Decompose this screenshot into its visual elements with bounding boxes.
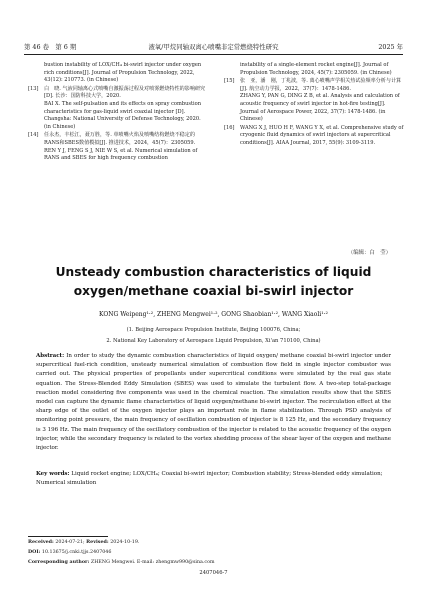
doi-value: 10.13675/j.cnki.tjjs.2407046 [41,550,112,555]
header-journal-title: 液氧/甲烷同轴双离心喷嘴非定常燃烧特性研究 [148,43,279,51]
keywords-label: Key words: [36,471,70,477]
revised-date: 2024-10-19. [110,540,140,545]
reference-number: [14] [28,132,39,139]
reference-english: BAI X. The self-pulsation and its effects on spray combustion characteristics for gas-liquid swirl coaxial injector [D]. Changsha: National University of Defense Technology, 2020. (in Chinese) [44,100,202,130]
header-rule [24,54,403,55]
revised-label: Revised: [86,539,109,545]
page-number: 2407046-7 [199,570,228,576]
received-date: 2024-07-21; [55,540,87,545]
abstract-text: In order to study the dynamic combustion characteristics of liquid oxygen/ methane coaxial bi-swirl injector under supercritical fuel-rich condition, unsteady numerical simulation of combustion flow field in single injector combustor was carried out. The physical properties of propellants under supercritical conditions were simulated by the real gas state equation. The Stress-Blended Eddy Simulation (SBES) was used to simulate the turbulent flow. A two-step total-package reaction model considering five components was used in the chemical reaction. The simulation results show that the SBES model can capture the dynamic flame characteristics of liquid oxygen/methane bi-swirl injector. The recirculation effect at the sharp edge of the outlet of the oxygen injector plays an important role in flame stabilization. Through PSD analysis of monitoring point pressure, the main frequency of oscillation combustion of injector is 8 125 Hz, and the secondary frequency is 3 196 Hz. The main frequency of the oscillatory combustion of the injector is related to the acoustic frequency of the oxygen injector, while the secondary frequency is related to the vortex shedding process of the shear layer of the oxygen and methane injector. [36,353,391,452]
reference-english: ZHANG Y, PAN G, DING Z B, et al. Analysis and calculation of acoustic frequency of swirl injector in hot-fire testing[J]. Journal of Aerospace Power, 2022, 37(7): 1478-1486. (in Chinese) [240,93,400,123]
doi-label: DOI: [28,549,41,555]
reference-english: WANG X J, HUO H F, WANG Y X, et al. Comprehensive study of cryogenic fluid dynamics of swirl injectors at supercritical conditions[J]. AIAA Journal, 2017, 55(9): 3109-3119. [240,124,404,146]
reference-english: REN Y J, FENG S J, NIE W S, et al. Numerical simulation of RANS and SBES for high frequency combustion [44,147,198,162]
affiliation-1: (1. Beijing Aerospace Propulsion Institute, Beijing 100076, China; [126,327,301,333]
header-volume: 第 46 卷 第 6 期 [24,43,77,51]
abstract [36,352,391,453]
author-list: KONG Weipeng¹·², ZHENG Mengwei¹·², GONG Shaobian¹·², WANG Xiaoli¹·² [99,311,328,318]
header-year: 2025 年 [378,43,403,51]
abstract-label: Abstract: [36,353,65,359]
corresponding-author-label: Corresponding author: [28,559,90,565]
reference-15 [224,78,404,124]
footnote-doi [28,549,111,555]
keywords [36,470,391,488]
reference-number: [16] [224,124,235,131]
reference-number: [15] [224,78,235,85]
paper-title: Unsteady combustion characteristics of liquid oxygen/methane coaxial bi-swirl injector [55,265,372,298]
reference-chinese: 任永杰，丰松江，聂万胜，等. 单喷嘴火焰及喷嘴结构燃烧不稳定的RANS和SBES数值模拟[J]. 推进技术，2024，45(7)：2305059. [44,132,196,146]
reference-14 [28,132,208,162]
reference-chinese: 张 亚，潘 刚，丁兆波，等. 离心喷嘴声学相关热试验频率分析与计算[J]. 航空动力学报，2022，37(7)：1478-1486. [240,78,402,92]
reference-continuation: instability of a single-element rocket engine[J]. Journal of Propulsion Technology, 2024, 45(7): 2305059. (in Chinese) [240,62,392,76]
reference-13 [28,86,208,132]
footnote-rule [28,536,108,537]
references-left-column [28,62,208,164]
reference-16 [224,125,404,148]
reference-number: [13] [28,85,39,92]
keywords-text: Liquid rocket engine; LOX/CH₄; Coaxial bi-swirl injector; Combustion stability; Stress-blended eddy simulation; Numerical simulation [36,471,383,487]
received-label: Received: [28,539,54,545]
footnote-corresponding-author [28,559,215,565]
reference-continuation: bustion instability of LOX/CH₄ bi-swirl injector under oxygen rich conditions[J]. Journal of Propulsion Technology, 2022, 43(12): 210773. (in Chinese) [44,62,202,84]
corresponding-author-text: ZHENG Mengwei. E-mail: zhengmw990@sina.com [90,560,215,565]
reference-chinese: 白 晓. 气液同轴离心式喷嘴自激振荡过程及对喷雾燃烧特性的影响研究[D]. 长沙：国防科技大学，2020. [44,85,206,100]
references-right-column [224,62,404,149]
running-header [24,42,403,54]
affiliation-2: 2. National Key Laboratory of Aerospace Liquid Propulsion, Xi'an 710100, China) [106,338,321,344]
editor-note: （编辑：白 莹） [347,250,391,256]
footnote-dates [28,539,139,545]
